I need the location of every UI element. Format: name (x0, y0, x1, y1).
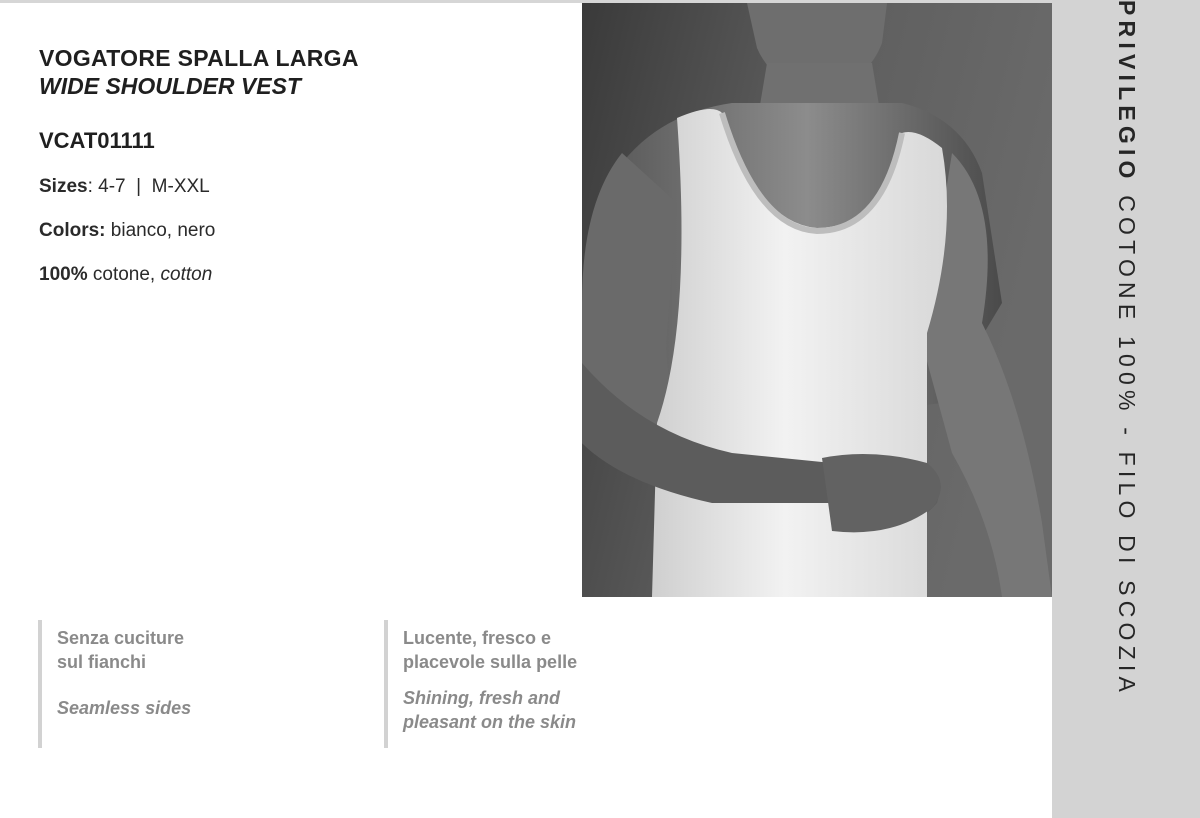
feature-1-it-line1: Senza cuciture (57, 628, 185, 648)
feature-2-en-line1: Shining, fresh and (403, 688, 561, 708)
feature-2-en-line2: pleasant on the skin (403, 712, 577, 732)
material-spec (39, 264, 559, 286)
brand-tagline: COTONE 100% - FILO DI SCOZIA (1114, 183, 1140, 697)
product-code: VCAT01111 (39, 128, 155, 153)
feature-shining (384, 620, 723, 748)
material-label: 100% (39, 264, 88, 285)
sizes-label: Sizes (39, 176, 88, 197)
colors-label: Colors: (39, 220, 106, 241)
product-info (39, 44, 559, 286)
sizes-spec (39, 176, 559, 198)
product-title-english: WIDE SHOULDER VEST (39, 73, 301, 99)
model-photo-illustration (582, 3, 1052, 597)
product-title-italian: VOGATORE SPALLA LARGA (39, 45, 359, 71)
material-italian: cotone, (87, 264, 161, 285)
feature-1-en-line1: Seamless sides (57, 698, 192, 718)
feature-2-it-line1: Lucente, fresco e (403, 628, 552, 648)
feature-1-it-line2: sul fianchi (57, 652, 147, 672)
colors-value: bianco, nero (105, 220, 216, 241)
material-english: cotton (160, 264, 213, 285)
colors-spec (39, 220, 559, 242)
sizes-value: : 4-7 | M-XXL (87, 176, 210, 197)
feature-2-it-line2: placevole sulla pelle (403, 652, 578, 672)
feature-seamless (38, 620, 357, 748)
product-photo (582, 3, 1052, 597)
brand-vertical-text (1113, 0, 1140, 697)
brand-name: PRIVILEGIO (1114, 0, 1140, 184)
